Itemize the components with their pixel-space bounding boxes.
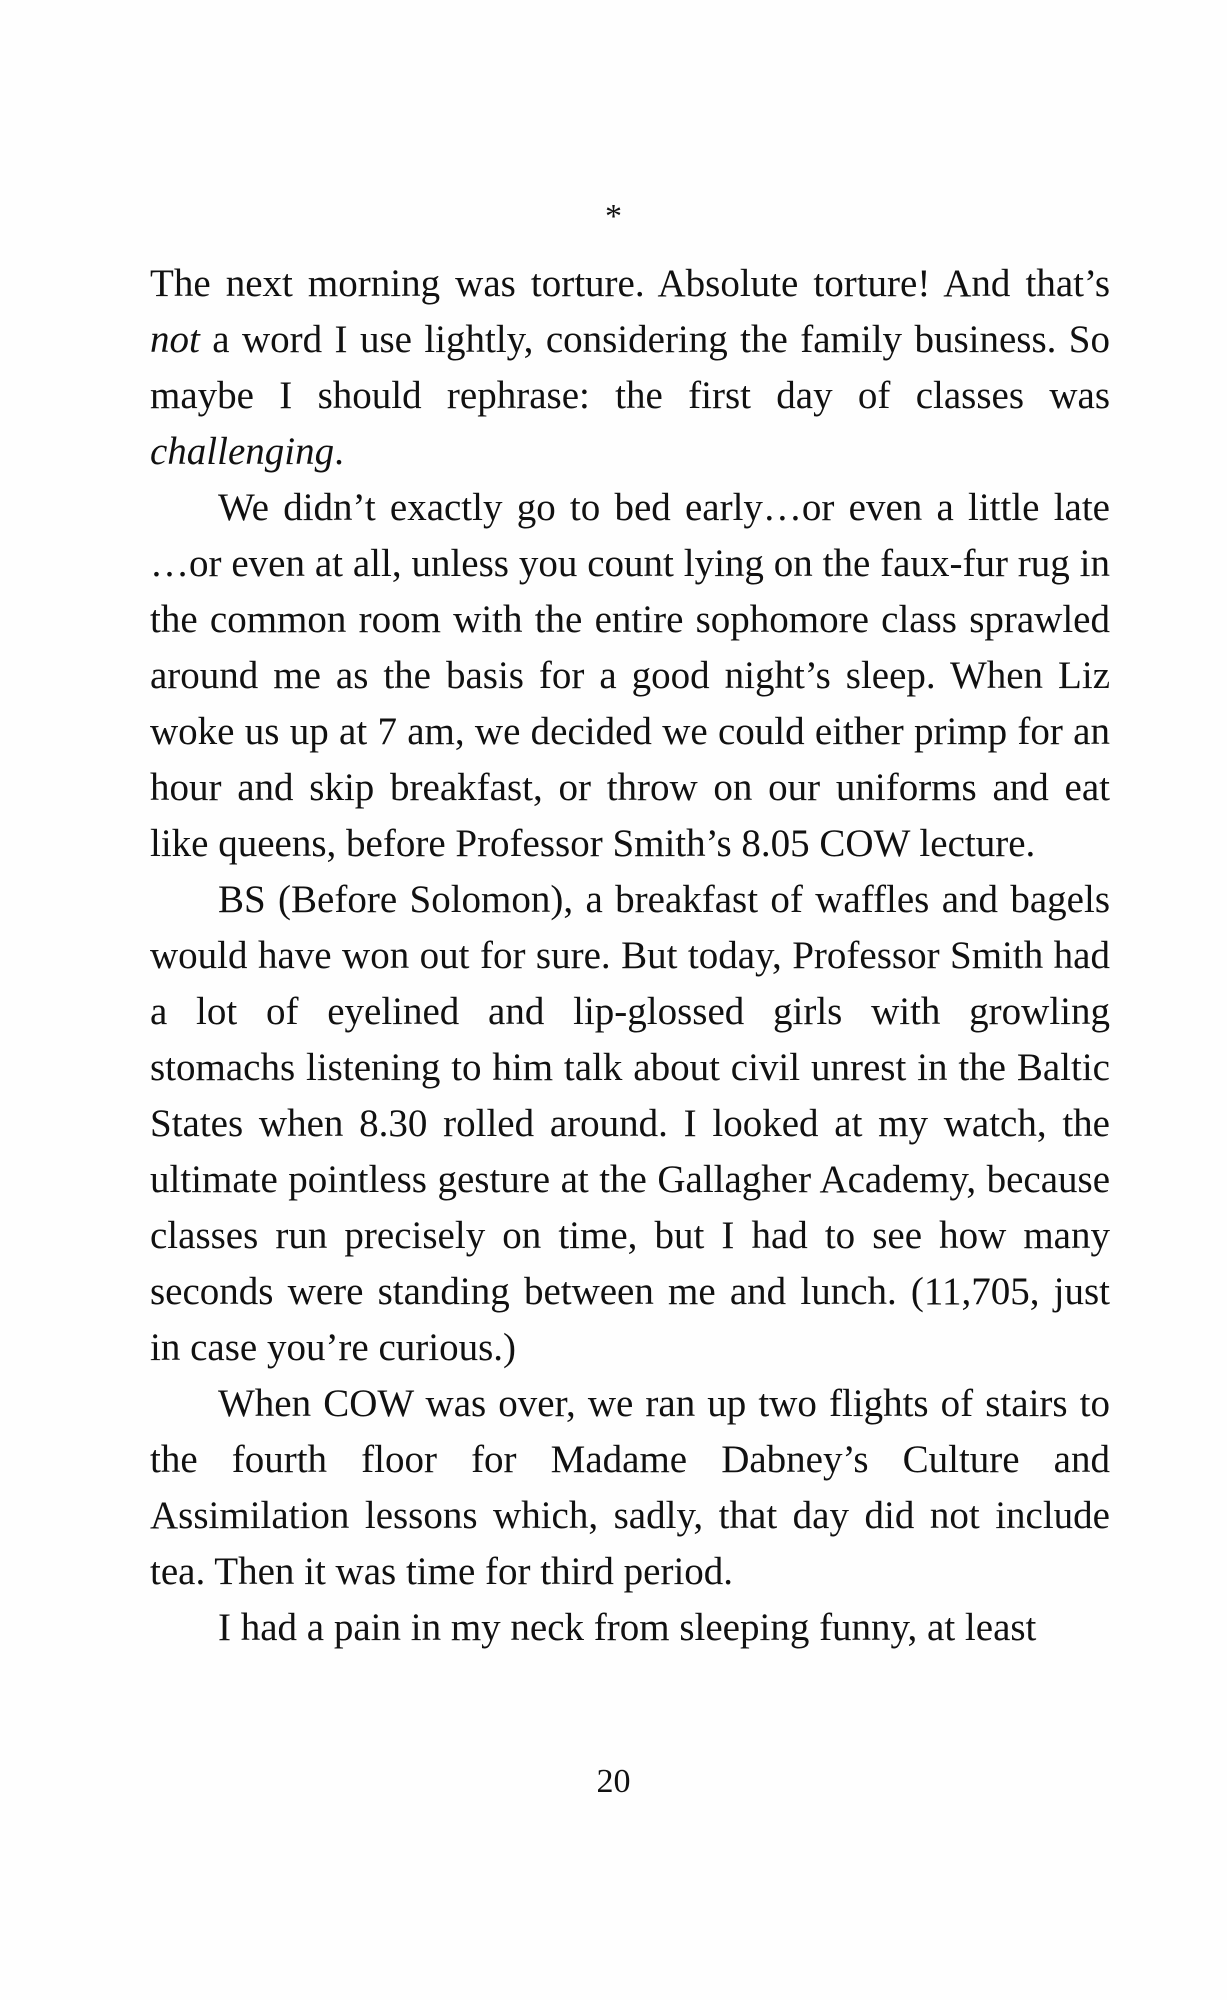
paragraph — [150, 256, 1110, 480]
emphasis-text: challenging — [150, 430, 335, 473]
paragraph: We didn’t exactly go to bed early…or even a little late …or even at all, unless you count lying on the faux-fur rug in the common room with the entire sophomore class sprawled around me as the basis for a good night’s sleep. When Liz woke us up at 7 am, we decided we could either primp for an hour and skip breakfast, or throw on our uniforms and eat like queens, before Professor Smith’s 8.05 COW lecture. — [150, 486, 1110, 865]
paragraph: When COW was over, we ran up two flights of stairs to the fourth floor for Madame Dabney’s Culture and Assimilation lessons which, sadly, that day did not include tea. Then it was time for third period. — [150, 1382, 1110, 1593]
emphasis-text: not — [150, 318, 200, 361]
paragraph-text-start: The next morning was torture. Absolute torture! And that’s — [150, 262, 1110, 305]
paragraph: I had a pain in my neck from sleeping funny, at least — [218, 1606, 1037, 1649]
paragraph-text-middle: a word I use lightly, considering the family business. So maybe I should rephrase: the first day of classes was — [150, 318, 1110, 417]
paragraph-text-end: . — [334, 430, 344, 473]
paragraph: BS (Before Solomon), a breakfast of waffles and bagels would have won out for sure. But today, Professor Smith had a lot of eyelined and lip-glossed girls with growling stomachs listening to him talk about civil unrest in the Baltic States when 8.30 rolled around. I looked at my watch, the ultimate pointless gesture at the Gallagher Academy, because classes run precisely on time, but I had to see how many seconds were standing between me and lunch. (11,705, just in case you’re curious.) — [150, 878, 1110, 1369]
section-break-asterisk: * — [605, 198, 622, 235]
page-number: 20 — [596, 1763, 631, 1800]
body-text — [150, 256, 1110, 1656]
